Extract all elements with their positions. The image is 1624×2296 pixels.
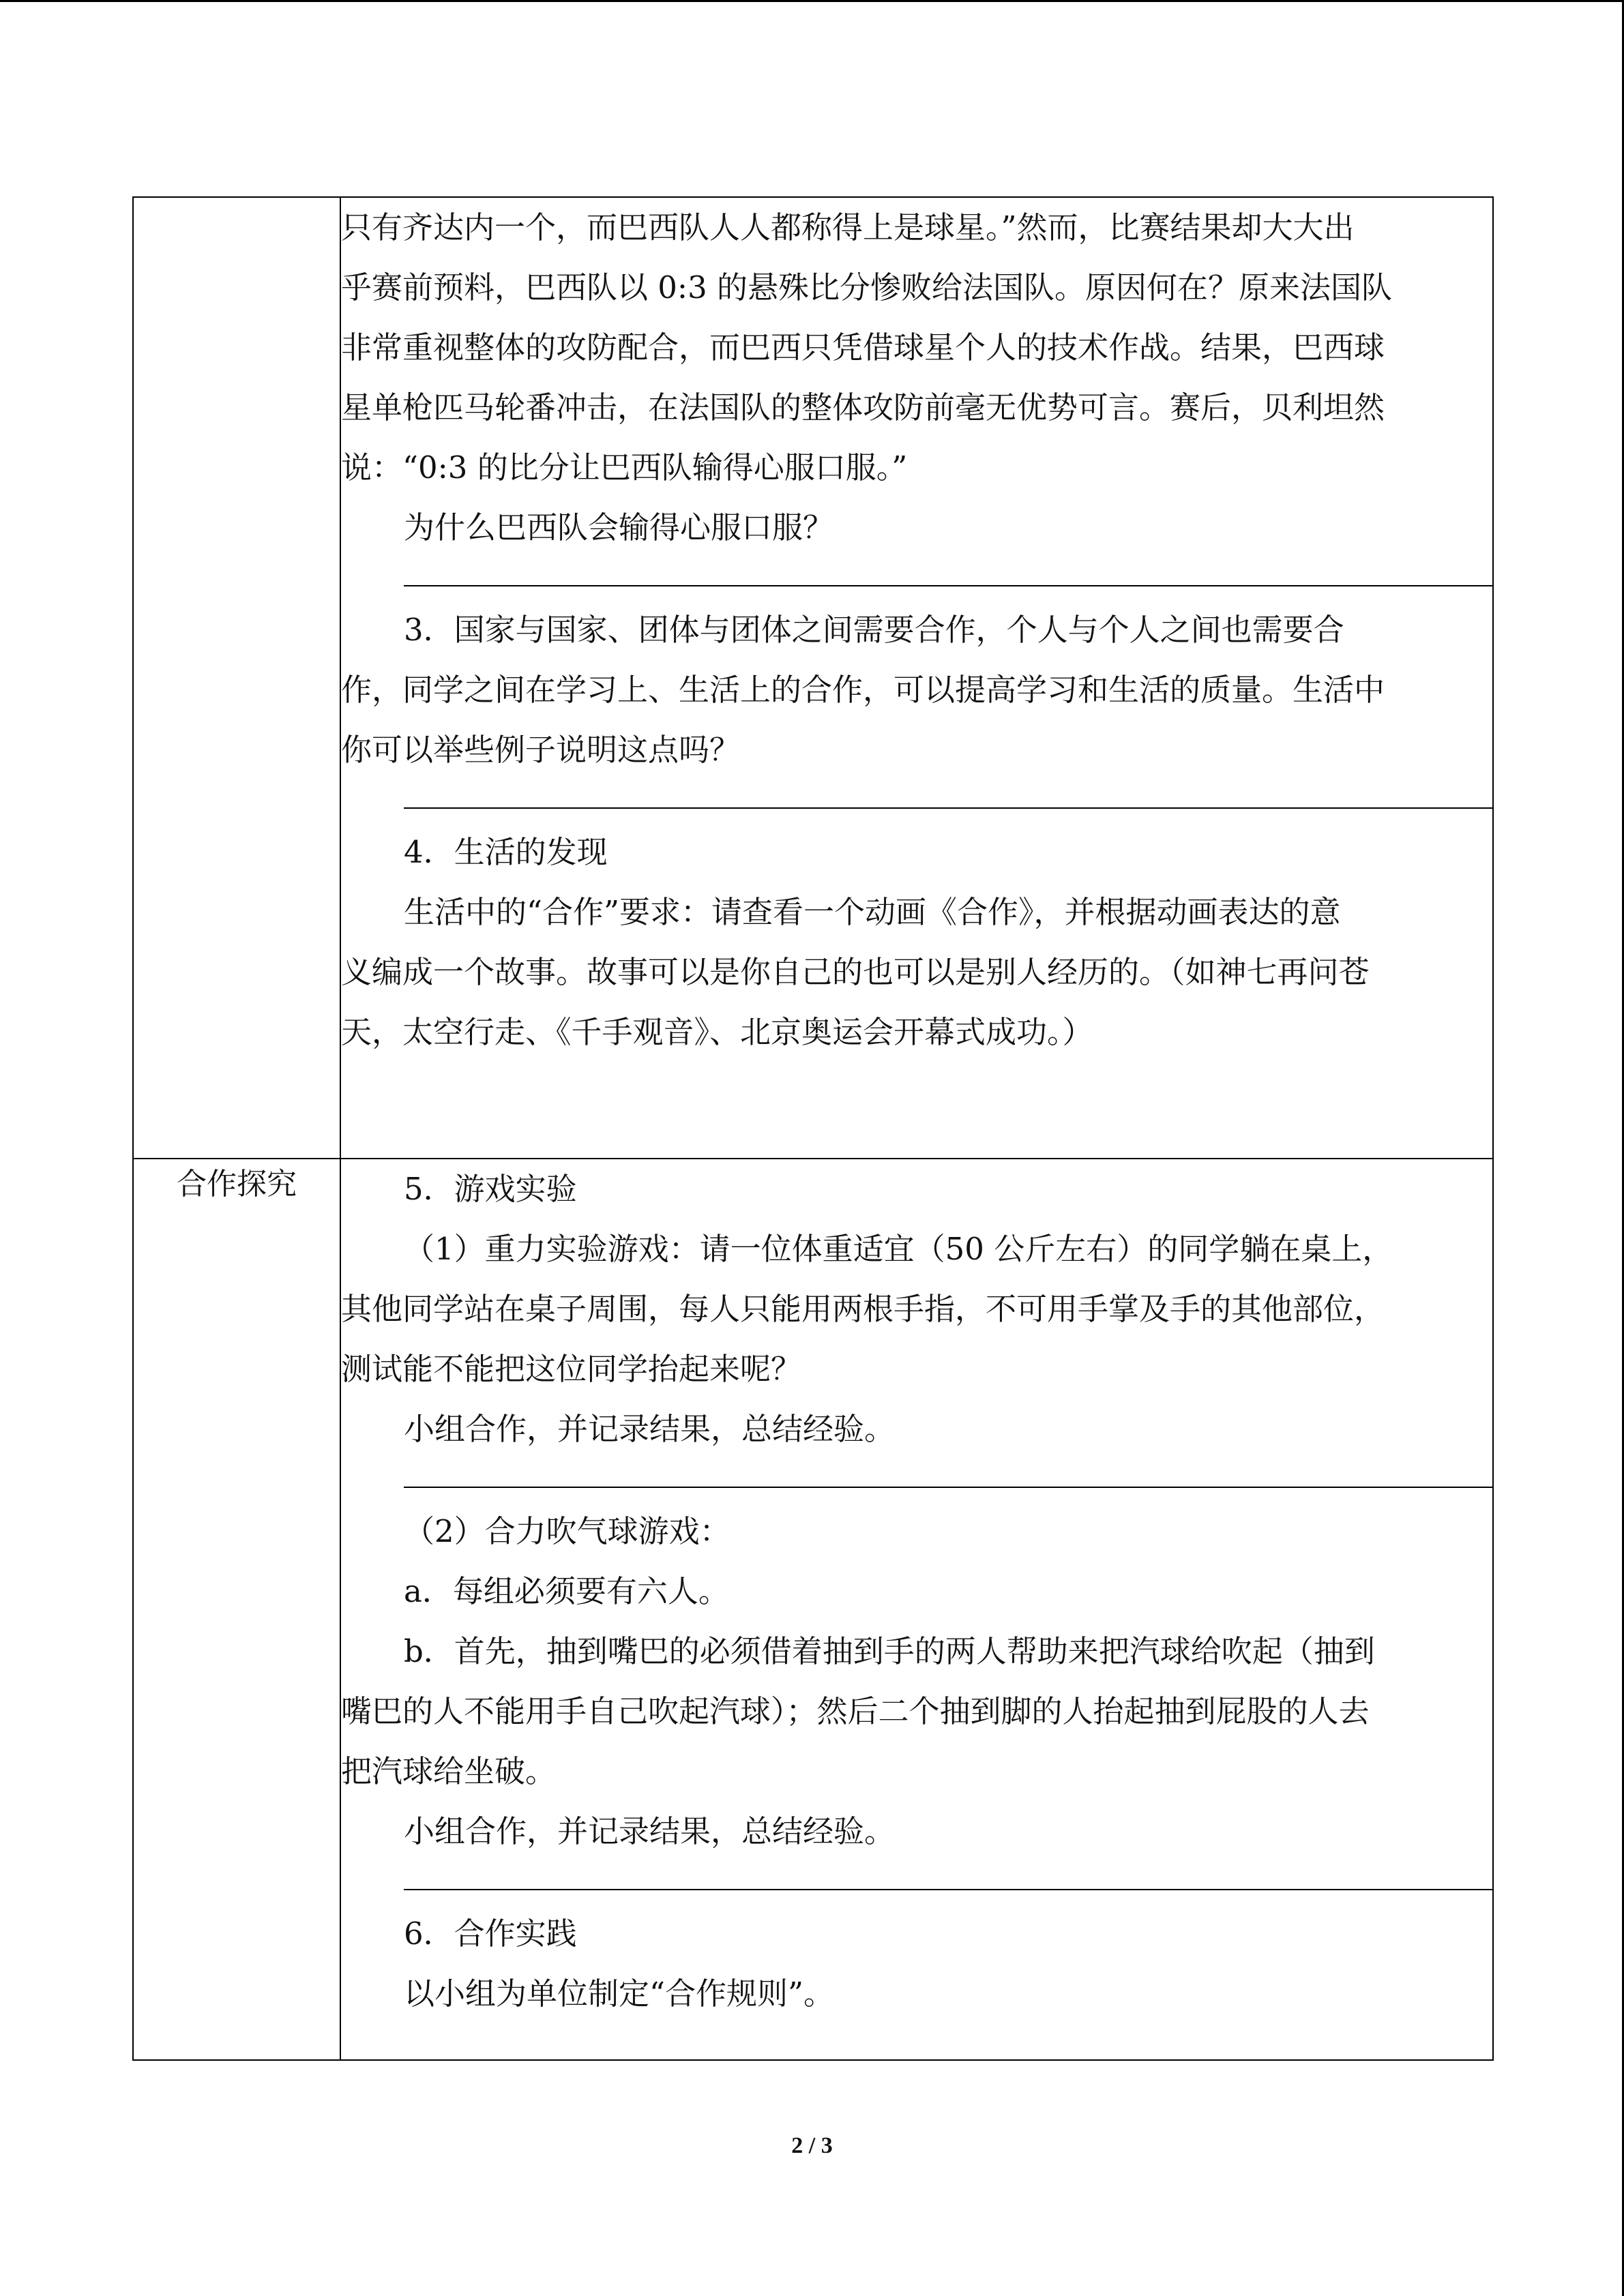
question-6-text: 以小组为单位制定“合作规则”。 [404, 1976, 835, 2012]
question-4-title: 4．生活的发现 [404, 834, 608, 870]
question-5-2-b-line: b．首先，抽到嘴巴的必须借着抽到手的两人帮助来把汽球给吹起（抽到 [404, 1633, 1375, 1669]
question-text: 为什么巴西队会输得心服口服？ [404, 509, 834, 546]
question-3-line: 你可以举些例子说明这点吗？ [341, 732, 741, 768]
passage-line: 只有齐达内一个，而巴西队人人都称得上是球星。”然而，比赛结果却大大出 [341, 209, 1355, 245]
passage-line: 星单枪匹马轮番冲击，在法国队的整体攻防前毫无优势可言。赛后，贝利坦然 [341, 389, 1385, 426]
table-row [133, 197, 1493, 1159]
passage-line: 非常重视整体的攻防配合，而巴西只凭借球星个人的技术作战。结果，巴西球 [341, 329, 1385, 366]
question-3-line: 作，同学之间在学习上、生活上的合作，可以提高学习和生活的质量。生活中 [341, 672, 1385, 708]
question-5-1-line: 测试能不能把这位同学抬起来呢？ [341, 1351, 802, 1387]
page-border-top [0, 0, 1624, 2]
question-5-2-b-line: 嘴巴的人不能用手自己吹起汽球）；然后二个抽到脚的人抬起抽到屁股的人去 [341, 1693, 1370, 1729]
passage-line: 说：“0:3 的比分让巴西队输得心服口服。” [341, 449, 908, 486]
table-row [133, 1159, 1493, 2060]
question-5-1-line: （1）重力实验游戏：请一位体重适宜（50 公斤左右）的同学躺在桌上， [404, 1231, 1393, 1267]
question-5-2-b-line: 把汽球给坐破。 [341, 1753, 557, 1789]
row-label-cooperative-inquiry: 合作探究 [133, 1159, 340, 2060]
question-4-line: 天，太空行走、《千手观音》、北京奥运会开幕式成功。） [341, 1014, 1093, 1050]
question-4-line: 义编成一个故事。故事可以是你自己的也可以是别人经历的。（如神七再问苍 [341, 954, 1370, 990]
row-content [340, 197, 1493, 1159]
passage-line: 乎赛前预料，巴西队以 0:3 的悬殊比分惨败给法国队。原因何在？原来法国队 [341, 269, 1393, 305]
row-label [133, 197, 340, 1159]
question-5-title: 5．游戏实验 [404, 1171, 577, 1207]
question-5-2-title: （2）合力吹气球游戏： [404, 1513, 730, 1549]
page-number: 2 / 3 [791, 2133, 833, 2158]
worksheet-table [132, 196, 1494, 2061]
question-6-title: 6．合作实践 [404, 1915, 577, 1952]
task-text: 小组合作，并记录结果，总结经验。 [404, 1411, 896, 1447]
question-3-line: 3．国家与国家、团体与团体之间需要合作，个人与个人之间也需要合 [404, 612, 1344, 648]
task-text: 小组合作，并记录结果，总结经验。 [404, 1813, 896, 1849]
question-4-line: 生活中的“合作”要求：请查看一个动画《合作》，并根据动画表达的意 [404, 894, 1341, 930]
question-5-1-line: 其他同学站在桌子周围，每人只能用两根手指，不可用手掌及手的其他部位， [341, 1291, 1385, 1327]
row-content [340, 1159, 1493, 2060]
question-5-2-a: a．每组必须要有六人。 [404, 1573, 729, 1609]
